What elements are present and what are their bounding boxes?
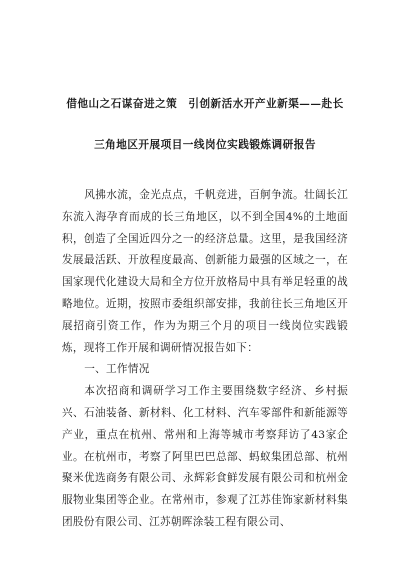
section-heading: 一、工作情况 xyxy=(84,363,150,376)
document-title-line-1: 借他山之石谋奋进之策 引创新活水开产业新渠——赴长 xyxy=(66,98,344,110)
section-paragraph: 本次招商和调研学习工作主要围绕数字经济、乡村振兴、石油装备、新材料、化工材料、汽车零部件和新能源等产业，重点在杭州、常州和上海等城市考察拜访了43家企业。在杭州市，考察了阿里巴巴总部、蚂蚁集团总部、杭州聚米优选商务有限公司、永辉彩食鲜发展有限公司和杭州金服物业集团等企业。在常州市，参观了江苏佳饰家新材料集团股份有限公司、江苏朝晖涂装工程有限公司、 xyxy=(62,385,348,528)
document-body xyxy=(62,185,348,534)
intro-paragraph: 风拂水流，金光点点，千帆竞进，百舸争流。壮阔长江东流入海孕育而成的长三角地区，以不到全国4%的土地面积，创造了全国近四分之一的经济总量。这里，是我国经济发展最活跃、开放程度最高、创新能力最强的区域之一，在国家现代化建设大局和全方位开放格局中具有举足轻重的战略地位。近期，按照市委组织部安排，我前往长三角地区开展招商引资工作，作为为期三个月的项目一线岗位实践锻炼，现将工作开展和调研情况报告如下： xyxy=(62,189,348,354)
document-title-line-2: 三角地区开展项目一线岗位实践锻炼调研报告 xyxy=(94,139,316,151)
